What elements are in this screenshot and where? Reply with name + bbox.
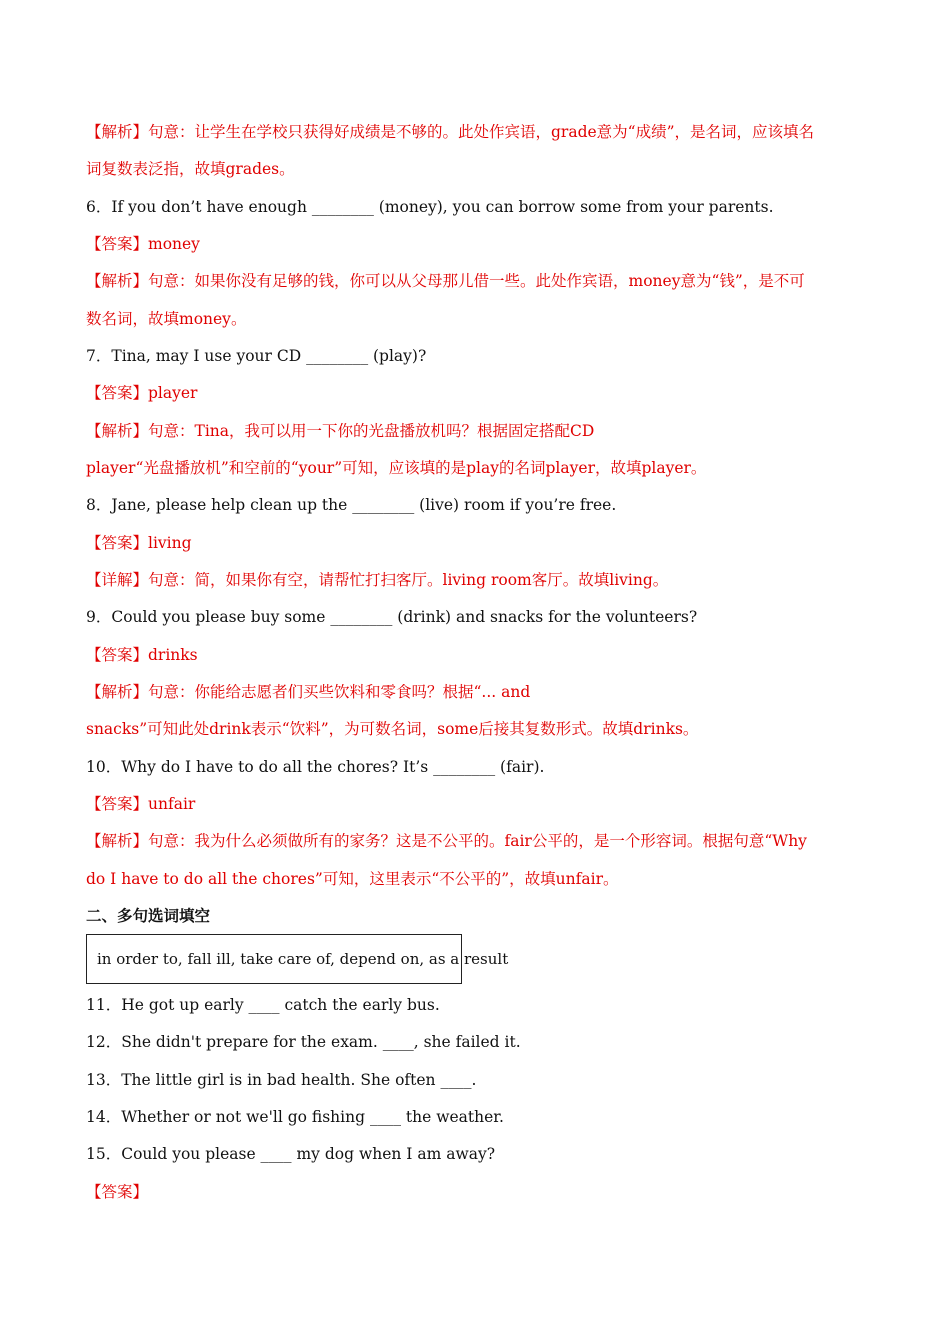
question-9: 9．Could you please buy some ________ (drink) and snacks for the volunteers?: [86, 608, 698, 626]
answer-8: 【答案】living: [86, 534, 192, 552]
answer-6: 【答案】money: [86, 235, 200, 253]
question-6: 6．If you don’t have enough ________ (money), you can borrow some from your parents.: [86, 198, 774, 216]
explanation-7-cont: player“光盘播放机”和空前的“your”可知，应该填的是play的名词player，故填player。: [86, 459, 707, 477]
question-15: 15．Could you please ____ my dog when I am away?: [86, 1145, 496, 1163]
question-11: 11．He got up early ____ catch the early bus.: [86, 996, 440, 1014]
explanation-10-cont: do I have to do all the chores”可知，这里表示“不公平的”，故填unfair。: [86, 870, 619, 888]
explanation-6: 【解析】句意：如果你没有足够的钱，你可以从父母那儿借一些。此处作宾语，money意为“钱”，是不可: [86, 272, 805, 290]
answer-header: 【答案】: [86, 1183, 149, 1201]
answer-10: 【答案】unfair: [86, 795, 196, 813]
explanation-text: 【解析】句意：让学生在学校只获得好成绩是不够的。此处作宾语，grade意为“成绩”，是名词，应该填名: [86, 123, 815, 141]
question-10: 10．Why do I have to do all the chores? It’s ________ (fair).: [86, 758, 545, 776]
explanation-7: 【解析】句意：Tina，我可以用一下你的光盘播放机吗？根据固定搭配CD: [86, 422, 595, 440]
word-bank-box: [86, 934, 509, 984]
question-8: 8．Jane, please help clean up the ________ (live) room if you’re free.: [86, 496, 617, 514]
question-12: 12．She didn't prepare for the exam. ____, she failed it.: [86, 1033, 521, 1051]
explanation-8: 【详解】句意：简，如果你有空，请帮忙打扫客厅。living room客厅。故填living。: [86, 571, 669, 589]
question-14: 14．Whether or not we'll go fishing ____ the weather.: [86, 1108, 504, 1126]
explanation-9-cont: snacks”可知此处drink表示“饮料”，为可数名词，some后接其复数形式。故填drinks。: [86, 720, 699, 738]
explanation-6-cont: 数名词，故填money。: [86, 310, 247, 328]
explanation-text: 词复数表泛指，故填grades。: [86, 160, 295, 178]
question-7: 7．Tina, may I use your CD ________ (play)?: [86, 347, 427, 365]
explanation-9: 【解析】句意：你能给志愿者们买些饮料和零食吗？根据“... and: [86, 683, 531, 701]
answer-7: 【答案】player: [86, 384, 198, 402]
question-13: 13．The little girl is in bad health. She often ____.: [86, 1071, 477, 1089]
section-heading: 二、多句选词填空: [86, 907, 211, 925]
explanation-10: 【解析】句意：我为什么必须做所有的家务？这是不公平的。fair公平的，是一个形容词。根据句意“Why: [86, 832, 807, 850]
word-bank-text: in order to, fall ill, take care of, depend on, as a result: [97, 950, 509, 968]
answer-9: 【答案】drinks: [86, 646, 198, 664]
